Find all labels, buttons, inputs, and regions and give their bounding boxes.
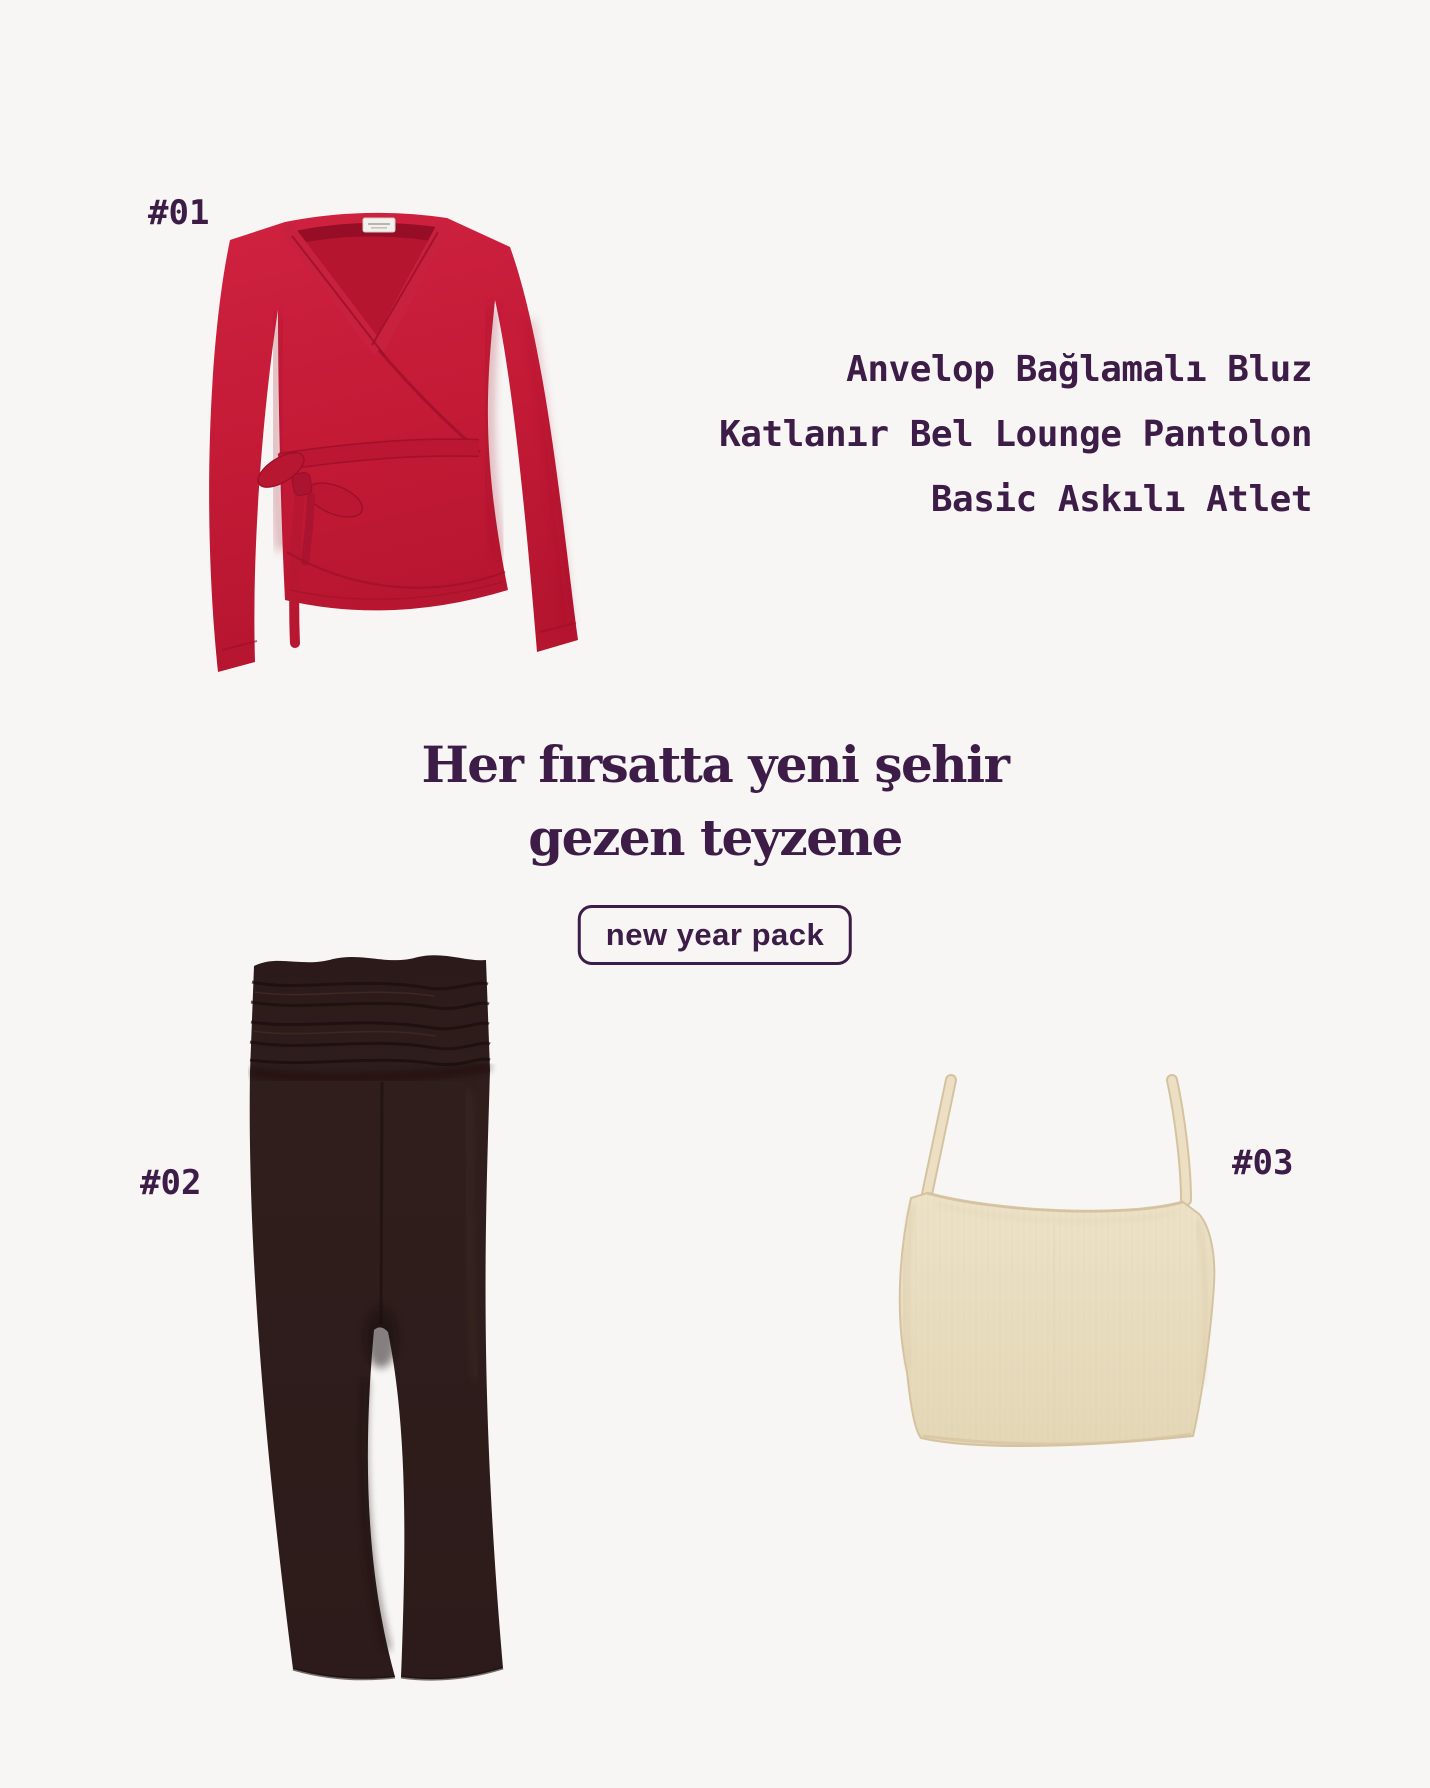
crotch-shadow [365, 1308, 397, 1368]
product-name-tank: Basic Askılı Atlet [930, 479, 1312, 520]
cuff-stitch [222, 623, 576, 650]
red-wrap-blouse-photo [195, 200, 585, 680]
center-crease [1054, 1224, 1056, 1442]
item-number-3: #03 [1232, 1143, 1294, 1183]
tank-straps [926, 1080, 1186, 1200]
new-year-pack-badge[interactable]: new year pack [578, 905, 852, 965]
item-number-2: #02 [140, 1163, 202, 1203]
product-name-pants: Katlanır Bel Lounge Pantolon [719, 414, 1312, 455]
product-name-list [719, 337, 1312, 532]
campaign-heading-line2: gezen teyzene [528, 808, 902, 867]
center-seam [381, 1082, 382, 1324]
brown-lounge-pants-photo [248, 950, 510, 1682]
product-name-blouse: Anvelop Bağlamalı Bluz [846, 349, 1312, 390]
brand-tag [363, 218, 395, 232]
campaign-heading-line1: Her fırsatta yeni şehir [421, 735, 1009, 794]
campaign-heading [0, 728, 1430, 874]
item-number-1: #01 [148, 193, 210, 233]
cream-tank-photo [895, 1072, 1220, 1447]
